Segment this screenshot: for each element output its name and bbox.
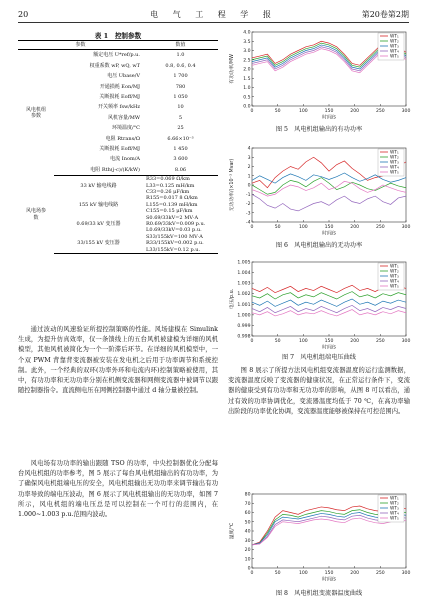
y-tick-label: -1 — [245, 192, 251, 198]
y-tick-label: 2.5 — [243, 58, 251, 64]
x-tick-label: 200 — [350, 225, 360, 230]
x-tick-label: 50 — [274, 571, 281, 576]
x-tick-label: 100 — [298, 571, 308, 576]
x-tick-label: 0 — [250, 109, 254, 114]
x-tick-label: 300 — [401, 339, 411, 344]
x-tick-label: 300 — [401, 109, 411, 114]
y-tick-label: 30 — [244, 538, 251, 544]
legend-label: WT₄ — [390, 279, 399, 285]
param-value: S0.69/33kV=2 MV·A R0.69/33kV=0.009 p.u. L0.69/33kV=0.03 p.u. — [146, 214, 206, 234]
x-axis-label: 时间/s — [322, 577, 336, 583]
x-tick-label: 100 — [298, 109, 308, 114]
y-tick-label: -2 — [245, 202, 251, 207]
caption-fig5: 图 5 风电机组输出的有功功率 — [275, 126, 363, 133]
y-axis-label: 电压/p.u. — [230, 288, 235, 310]
chart-converter-temperature — [228, 490, 410, 582]
y-axis-label: 有功功率/MW — [230, 54, 235, 84]
legend-label: WT₅ — [390, 170, 399, 176]
y-tick-label: 2.0 — [243, 67, 251, 73]
legend-label: WT₂ — [390, 269, 399, 275]
param-name: 关断损耗 Eoff/MJ — [99, 145, 140, 152]
y-tick-label: 40 — [244, 529, 251, 535]
x-tick-label: 0 — [250, 571, 254, 576]
group-label-turbine: 风电机组参数 — [25, 106, 46, 119]
param-name: 155 kV 输电线路 — [78, 201, 119, 208]
y-tick-label: 70 — [244, 501, 251, 507]
x-tick-label: 250 — [375, 225, 385, 230]
param-value: 1 700 — [173, 73, 188, 80]
param-name: 额定电压 U*ref/p.u. — [93, 52, 140, 59]
param-name: 0.69/33 kV 变压器 — [76, 220, 121, 227]
y-tick-label: 1 — [247, 174, 251, 180]
y-tick-label: 3.0 — [243, 49, 251, 54]
param-name: 开通损耗 Eon/MJ — [99, 83, 140, 90]
y-tick-label: 0.999 — [237, 323, 251, 329]
y-tick-label: 1.000 — [237, 313, 251, 319]
x-axis-label: 时间/s — [322, 345, 336, 351]
y-tick-label: 4.0 — [243, 30, 251, 36]
chart-terminal-voltage — [228, 258, 410, 350]
y-tick-label: 0 — [247, 566, 251, 572]
y-tick-label: 1.0 — [243, 86, 251, 91]
caption-fig6: 图 6 风电机组输出的无功功率 — [275, 242, 363, 249]
y-tick-label: 1.005 — [237, 260, 251, 266]
param-value: R155=0.017 8 Ω/km L155=0.139 mH/km C155=0.15 μF/km — [146, 195, 198, 215]
caption-fig7: 图 7 风电机组端电压曲线 — [282, 354, 356, 361]
y-tick-label: 1.001 — [237, 302, 251, 308]
caption-fig8: 图 8 风电机组变流器温度曲线 — [275, 590, 363, 597]
param-value: 3 600 — [173, 156, 188, 163]
param-value: 1 450 — [173, 145, 188, 152]
x-tick-label: 200 — [350, 571, 360, 576]
y-tick-label: 10 — [244, 557, 251, 563]
y-tick-label: 60 — [244, 511, 251, 516]
x-tick-label: 250 — [375, 571, 385, 576]
param-name: 电流 Inom/A — [110, 156, 140, 163]
y-tick-label: 2 — [247, 165, 251, 170]
y-tick-label: -4 — [245, 220, 251, 226]
legend-label: WT₅ — [390, 284, 399, 290]
x-tick-label: 150 — [324, 225, 334, 230]
chart-reactive-power — [228, 144, 410, 236]
param-header: 参数 — [18, 41, 143, 50]
running-header — [18, 8, 409, 22]
param-name: 风机容量/MW — [108, 114, 140, 121]
x-tick-label: 50 — [274, 225, 281, 230]
table-row — [18, 176, 218, 196]
param-value: 8.06 — [143, 165, 218, 176]
header-rule — [18, 22, 409, 23]
x-tick-label: 250 — [375, 109, 385, 114]
x-tick-label: 300 — [401, 225, 411, 230]
parameter-table — [18, 40, 218, 254]
param-name: 环境温度/°C — [111, 125, 140, 132]
legend-label: WT₃ — [390, 44, 399, 50]
figure-7 — [228, 258, 410, 350]
param-value: 780 — [175, 83, 186, 90]
param-name: 电阻 Rth(j-c)/(K/kW) — [54, 165, 143, 176]
legend-label: WT₁ — [390, 496, 399, 502]
param-name: 开关频率 fsw/kHz — [98, 104, 140, 111]
series-line-2 — [252, 178, 406, 195]
y-tick-label: 80 — [244, 492, 251, 498]
param-name: 33/155 kV 变压器 — [54, 234, 143, 254]
y-axis-label: 温度/℃ — [230, 522, 235, 540]
x-tick-label: 150 — [324, 109, 334, 114]
legend-label: WT₁ — [390, 150, 399, 156]
param-value: 10 — [177, 104, 184, 111]
figure-8 — [228, 490, 410, 582]
x-tick-label: 100 — [298, 225, 308, 230]
y-tick-label: 4 — [247, 146, 251, 152]
param-value: 1.0 — [176, 52, 185, 59]
y-tick-label: 3.5 — [243, 39, 251, 45]
y-tick-label: 1.002 — [237, 292, 251, 298]
figure-6 — [228, 144, 410, 236]
y-tick-label: 20 — [244, 548, 251, 553]
param-name: 电阻 Rtrans/Ω — [105, 135, 140, 142]
figure-5 — [228, 28, 410, 120]
table-header-row — [18, 41, 218, 50]
volume-issue: 第20卷第2期 — [361, 10, 409, 19]
legend-label: WT₂ — [390, 501, 399, 507]
legend-label: WT₅ — [390, 54, 399, 60]
paragraph-temperature: 图 8 展示了所提方法风电机组变流器温度的运行监测数据，变流器温度反映了变流器的健康状况，在正常运行条件下，变流器的健康受到有功功率和无功功率的影响，从图 8 可以看出，通过有效的功率协调优化，变流器温度均低于 70 ℃，在高功率输出阶段的功率优化协调，变流器温度能够被保持在可控范围内。 — [228, 367, 410, 415]
param-value: 5 — [178, 114, 183, 121]
param-name: 关断损耗 Eoff/MJ — [99, 93, 140, 100]
legend-label: WT₄ — [390, 49, 399, 55]
journal-name: 电 气 工 程 学 报 — [150, 10, 277, 19]
y-axis-label: 无功功率/(×10⁻³ Mvar) — [230, 158, 235, 212]
paragraph-results: 风电场有功功率的输出跟随 TSO 的功率，中央控制器优化分配每台风电机组的功率参考，图 5 展示了每台风电机组输出的有功功率，为了确保风电机组端电压的安全，风电机组输出无功功率来调节输出有功功率导致的端电压波动，图 6 展示了风电机组输出的无功功率，如图 7 所示，风电机组的端电压总是可以控制在一个可行的范围内，在 1.000~1.003 p.u.范围内波动。 — [18, 460, 218, 519]
table-body — [18, 50, 218, 254]
param-value: R33=0.069 Ω/km L33=0.125 mH/km C33=0.26 μF/km — [146, 176, 195, 195]
legend-label: WT₃ — [390, 506, 399, 512]
x-tick-label: 50 — [274, 109, 281, 114]
param-name: 33 kV 输电线路 — [80, 182, 117, 189]
x-tick-label: 50 — [274, 339, 281, 344]
y-tick-label: 50 — [244, 520, 251, 526]
legend-label: WT₁ — [390, 34, 399, 40]
page-number: 20 — [18, 10, 29, 19]
legend-label: WT₄ — [390, 511, 399, 517]
x-tick-label: 100 — [298, 339, 308, 344]
x-axis-label: 时间/s — [322, 115, 336, 121]
x-axis-label: 时间/s — [322, 231, 336, 237]
param-value: 1 050 — [173, 93, 188, 100]
legend-label: WT₁ — [390, 264, 399, 270]
paragraph-simulation-setup: 通过波动的风速验证所提控制策略的性能。风场建模在 Simulink 生成，为提升仿真效率，仅一条馈线上的五台风机被建模为详细的风机模型，其他风机被简化为一个一阶滞后环节。在详细的风机模型中，一个双 PWM 背靠背变流器被安装在发电机之后用于功率调节和系统控制。此外，一个经典的双环(功率外环和电流内环)控制策略被使用，其中，有功功率和无功功率分别在机侧变流器和网侧变流器中被调节以跟随控制器指令。直流侧电压在网侧控制器中通过 d 轴分量被控制。 — [18, 326, 218, 395]
y-tick-label: -3 — [245, 211, 251, 217]
series-line-3 — [252, 299, 406, 306]
x-tick-label: 200 — [350, 339, 360, 344]
param-name: 权重系数 wP, wQ, wT — [89, 62, 140, 69]
legend-label: WT₄ — [390, 165, 399, 171]
x-tick-label: 300 — [401, 571, 411, 576]
y-tick-label: 0.998 — [237, 334, 251, 340]
y-tick-label: 3 — [247, 155, 251, 161]
chart-active-power — [228, 28, 410, 120]
legend-label: WT₅ — [390, 516, 399, 522]
param-value: S33/155kV=100 MV·A R33/155kV=0.002 p.u. L33/155kV=0.12 p.u. — [143, 234, 218, 254]
value-header: 数值 — [143, 41, 218, 50]
y-tick-label: 0 — [247, 183, 251, 189]
x-tick-label: 200 — [350, 109, 360, 114]
legend-label: WT₂ — [390, 39, 399, 45]
param-value: 6.66×10⁻³ — [167, 135, 194, 142]
y-tick-label: 1.5 — [243, 76, 251, 82]
legend-label: WT₃ — [390, 274, 399, 280]
y-tick-label: 1.003 — [237, 281, 251, 287]
x-tick-label: 250 — [375, 339, 385, 344]
x-tick-label: 0 — [250, 339, 254, 344]
param-value: 25 — [177, 125, 184, 132]
param-name: 电压 Ubase/V — [107, 73, 140, 80]
x-tick-label: 150 — [324, 571, 334, 576]
param-value: 0.8, 0.6, 0.4 — [165, 62, 196, 69]
x-tick-label: 0 — [250, 225, 254, 230]
legend-label: WT₃ — [390, 160, 399, 166]
series-line-4 — [252, 194, 406, 211]
y-tick-label: 0.5 — [243, 95, 251, 101]
x-tick-label: 150 — [324, 339, 334, 344]
y-tick-label: 0.0 — [243, 104, 251, 110]
legend-label: WT₂ — [390, 155, 399, 161]
y-tick-label: 1.004 — [237, 271, 251, 277]
table-title: 表 1 控制参数 — [94, 32, 142, 40]
table-row — [18, 50, 218, 61]
group-label-farm: 风电场参数 — [25, 208, 46, 221]
